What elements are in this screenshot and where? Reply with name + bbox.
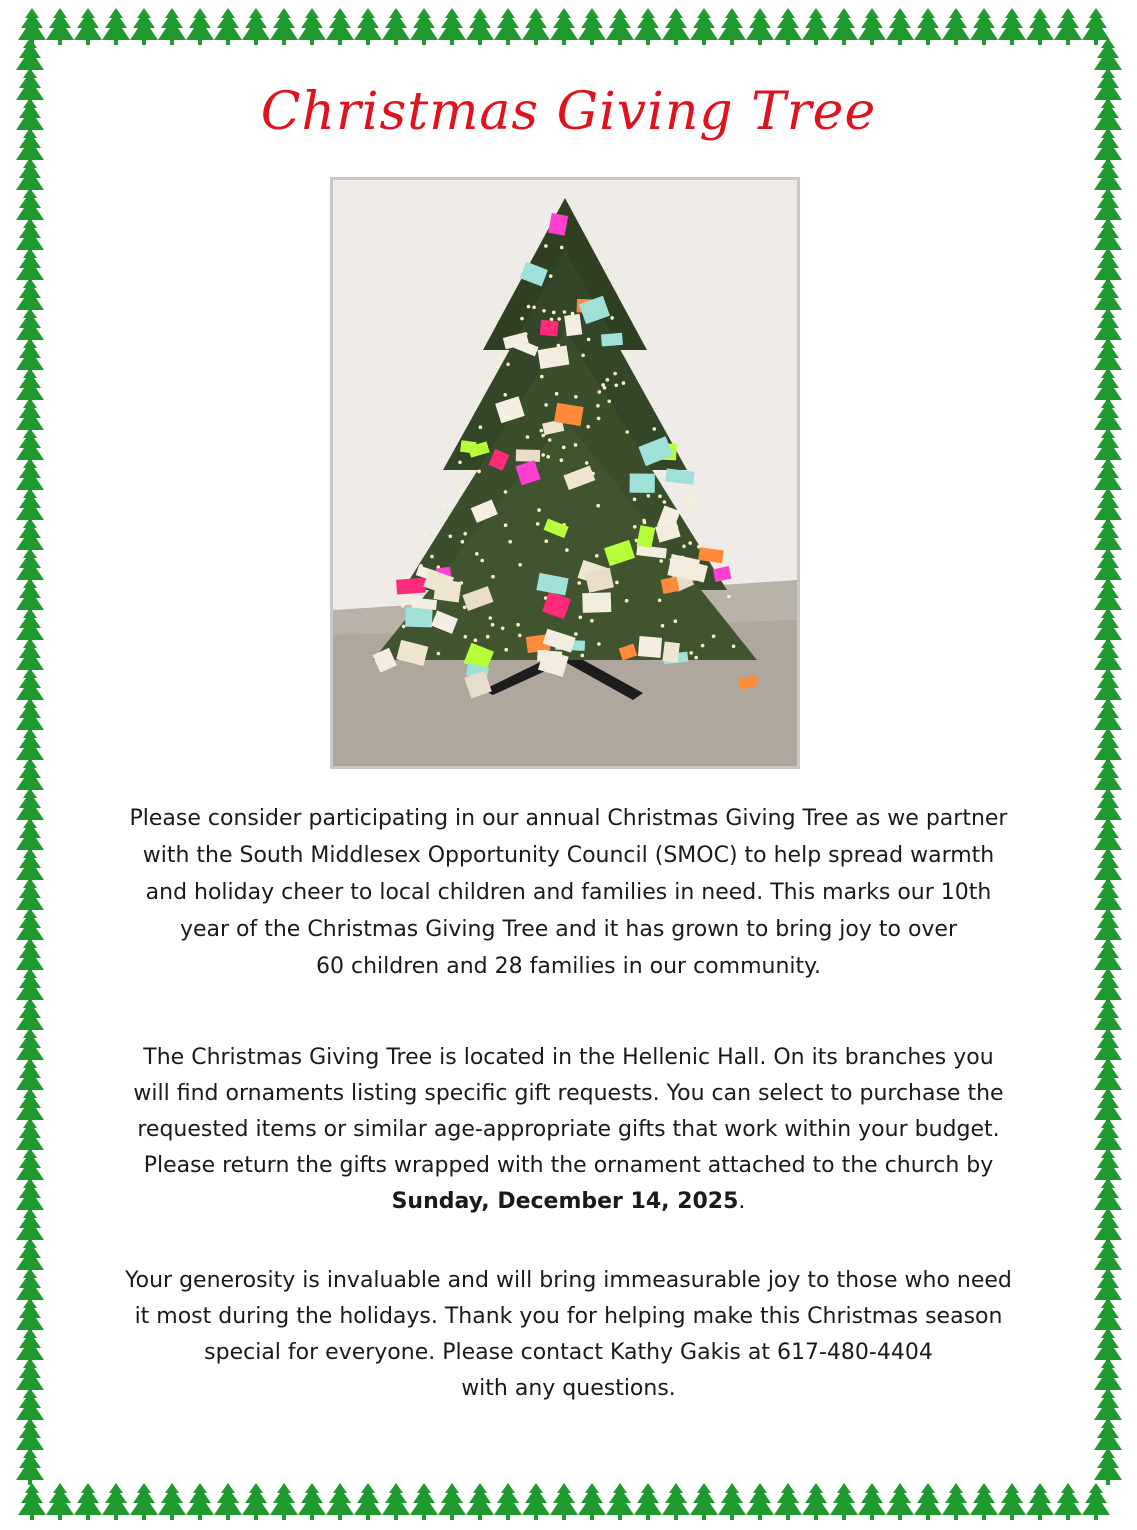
pine-tree-icon <box>1026 8 1054 45</box>
tree-light <box>489 616 493 620</box>
pine-tree-icon <box>970 8 998 45</box>
pine-tree-icon <box>74 8 102 45</box>
tree-border-right <box>1080 0 1137 1530</box>
pine-tree-icon <box>410 8 438 45</box>
tree-light <box>597 642 601 646</box>
tree-light <box>732 645 736 649</box>
gift-tag-ornament <box>516 449 540 461</box>
return-date-line <box>90 1184 1047 1220</box>
pine-tree-icon <box>606 8 634 45</box>
thanks-paragraph <box>90 1263 1047 1407</box>
gift-tag-ornament <box>540 320 559 337</box>
pine-tree-icon <box>746 8 774 45</box>
tree-light <box>463 606 467 610</box>
tree-light <box>562 446 566 450</box>
tree-light <box>504 490 508 494</box>
tree-light <box>423 533 427 537</box>
intro-line: and holiday cheer to local children and families in need. This marks our 10th <box>145 880 992 905</box>
pine-tree-icon <box>270 1483 298 1520</box>
pine-tree-icon <box>158 8 186 45</box>
tree-light <box>633 525 637 529</box>
pine-tree-icon <box>102 1483 130 1520</box>
tree-light <box>682 545 686 549</box>
tree-light <box>574 632 578 636</box>
pine-tree-icon <box>494 1483 522 1520</box>
pine-tree-icon <box>634 1483 662 1520</box>
tree-light <box>606 378 610 382</box>
pine-tree-icon <box>606 1483 634 1520</box>
tree-light <box>607 400 611 404</box>
tree-light <box>727 595 731 599</box>
tree-light <box>520 317 524 321</box>
tree-light <box>642 519 646 523</box>
pine-tree-icon <box>438 8 466 45</box>
tree-light <box>461 540 465 544</box>
pine-tree-icon <box>1054 1483 1082 1520</box>
tree-light <box>552 311 556 315</box>
tree-light <box>503 393 507 397</box>
pine-tree-icon <box>186 8 214 45</box>
tree-light <box>544 244 548 248</box>
tree-light <box>437 652 441 656</box>
tree-light <box>491 623 495 627</box>
pine-tree-icon <box>298 8 326 45</box>
tree-light <box>508 540 512 544</box>
tree-light <box>458 461 462 465</box>
pine-tree-icon <box>1054 8 1082 45</box>
tree-light <box>501 627 505 631</box>
gift-tag-ornament <box>630 473 655 492</box>
tree-light <box>615 384 619 388</box>
tree-light <box>487 379 491 383</box>
tree-light <box>596 404 600 408</box>
pine-tree-icon <box>578 8 606 45</box>
pine-tree-icon <box>998 8 1026 45</box>
tree-light <box>674 619 678 623</box>
pine-tree-icon <box>886 1483 914 1520</box>
pine-tree-icon <box>382 8 410 45</box>
pine-tree-icon <box>774 1483 802 1520</box>
tree-border-bottom <box>0 1475 1137 1530</box>
tree-light <box>663 500 667 504</box>
tree-light <box>537 508 541 512</box>
pine-tree-icon <box>214 8 242 45</box>
thanks-line: Your generosity is invaluable and will bring immeasurable joy to those who need <box>125 1268 1012 1293</box>
tree-light <box>464 635 468 639</box>
pine-tree-icon <box>858 8 886 45</box>
pine-tree-icon <box>634 8 662 45</box>
tree-light <box>491 575 495 579</box>
tree-light <box>506 363 510 367</box>
pine-tree-icon <box>130 8 158 45</box>
pine-tree-icon <box>16 1448 44 1485</box>
pine-tree-icon <box>1094 1448 1122 1485</box>
tree-light <box>449 535 453 539</box>
pine-tree-icon <box>858 1483 886 1520</box>
pine-tree-icon <box>886 8 914 45</box>
pine-tree-icon <box>158 1483 186 1520</box>
tree-light <box>701 644 705 648</box>
pine-tree-icon <box>102 8 130 45</box>
intro-line: Please consider participating in our annual Christmas Giving Tree as we partner <box>129 806 1008 831</box>
tree-light <box>540 375 544 379</box>
pine-tree-icon <box>998 1483 1026 1520</box>
intro-line: with the South Middlesex Opportunity Council (SMOC) to help spread warmth <box>142 843 995 868</box>
pine-tree-icon <box>494 8 522 45</box>
tree-light <box>613 372 617 376</box>
gift-tag-ornament <box>548 213 568 236</box>
pine-tree-icon <box>662 1483 690 1520</box>
tree-light <box>653 427 657 431</box>
thanks-line: special for everyone. Please contact Kathy Gakis at 617-480-4404 <box>204 1340 933 1365</box>
pine-tree-icon <box>550 1483 578 1520</box>
pine-tree-icon <box>718 8 746 45</box>
pine-tree-icon <box>438 1483 466 1520</box>
pine-tree-icon <box>214 1483 242 1520</box>
tree-light <box>581 354 585 358</box>
pine-tree-icon <box>242 1483 270 1520</box>
tree-light <box>430 555 434 559</box>
tree-light <box>625 599 629 603</box>
tree-light <box>574 395 578 399</box>
tree-light <box>560 246 564 250</box>
page-title: Christmas Giving Tree <box>260 82 877 142</box>
tree-light <box>658 495 662 499</box>
tree-light <box>689 651 693 655</box>
pine-tree-icon <box>354 1483 382 1520</box>
tree-light <box>610 316 614 320</box>
pine-tree-icon <box>242 8 270 45</box>
pine-tree-icon <box>466 8 494 45</box>
tree-light <box>712 635 716 639</box>
pine-tree-icon <box>382 1483 410 1520</box>
tree-light <box>402 625 406 629</box>
tree-light <box>595 554 599 558</box>
tree-light <box>688 541 692 545</box>
gift-tag-ornament <box>405 607 433 627</box>
pine-tree-icon <box>942 8 970 45</box>
gift-tag-ornament <box>638 636 662 658</box>
pine-tree-icon <box>550 8 578 45</box>
tree-light <box>504 648 508 652</box>
tree-light <box>579 616 583 620</box>
pine-tree-icon <box>522 1483 550 1520</box>
tree-light <box>496 366 500 370</box>
tree-light <box>597 417 601 421</box>
tree-light <box>633 498 637 502</box>
pine-tree-icon <box>1026 1483 1054 1520</box>
tree-light <box>661 624 665 628</box>
tree-light <box>555 392 559 396</box>
pine-tree-icon <box>354 8 382 45</box>
intro-line: year of the Christmas Giving Tree and it has grown to bring joy to over <box>179 917 958 942</box>
tree-light <box>658 599 662 603</box>
tree-light <box>532 306 536 310</box>
tree-light <box>560 458 564 462</box>
pine-tree-icon <box>690 1483 718 1520</box>
tree-light <box>541 453 545 457</box>
pine-tree-icon <box>970 1483 998 1520</box>
tree-light <box>581 654 585 658</box>
tree-light <box>479 425 483 429</box>
gift-tag-ornament <box>537 650 562 663</box>
pine-tree-icon <box>690 8 718 45</box>
thanks-line: with any questions. <box>461 1376 676 1401</box>
gift-tag-ornament <box>460 440 477 453</box>
pine-tree-icon <box>746 1483 774 1520</box>
pine-tree-icon <box>942 1483 970 1520</box>
pine-tree-icon <box>830 8 858 45</box>
tree-light <box>474 638 478 642</box>
tree-light <box>587 338 591 342</box>
tree-light <box>577 581 581 585</box>
tree-border-left <box>0 0 62 1530</box>
tree-light <box>549 274 553 278</box>
tree-light <box>625 430 629 434</box>
tree-light <box>546 455 550 459</box>
tree-light <box>504 523 508 527</box>
tree-light <box>480 559 484 563</box>
tree-light <box>518 634 522 638</box>
tree-light <box>601 383 605 387</box>
location-line: The Christmas Giving Tree is located in the Hellenic Hall. On its branches you <box>143 1045 994 1070</box>
tree-light <box>544 403 548 407</box>
tree-light <box>499 356 503 360</box>
thanks-line: it most during the holidays. Thank you for helping make this Christmas season <box>134 1304 1003 1329</box>
tree-light <box>516 623 520 627</box>
tree-light <box>460 489 464 493</box>
pine-tree-icon <box>802 8 830 45</box>
tree-light <box>615 581 619 585</box>
pine-tree-icon <box>326 1483 354 1520</box>
tree-light <box>659 559 663 563</box>
tree-light <box>536 522 540 526</box>
tree-light <box>574 443 578 447</box>
tree-light <box>475 552 479 556</box>
tree-light <box>563 310 567 314</box>
gift-tag-ornament <box>582 592 611 612</box>
tree-light <box>548 438 552 442</box>
pine-tree-icon <box>522 8 550 45</box>
tree-light <box>585 461 589 465</box>
pine-tree-icon <box>74 1483 102 1520</box>
pine-tree-icon <box>718 1483 746 1520</box>
giving-tree-photo <box>330 177 800 769</box>
pine-tree-icon <box>774 8 802 45</box>
return-date: Sunday, December 14, 2025 <box>391 1189 739 1214</box>
pine-tree-icon <box>410 1483 438 1520</box>
pine-tree-icon <box>578 1483 606 1520</box>
tree-light <box>590 619 594 623</box>
tree-light <box>541 434 545 438</box>
tree-light <box>596 504 600 508</box>
tree-light <box>694 656 698 660</box>
tree-light <box>622 381 626 385</box>
pine-tree-icon <box>270 8 298 45</box>
tree-light <box>542 309 546 313</box>
tree-light <box>477 470 481 474</box>
tree-light <box>518 563 522 567</box>
gift-tag-ornament <box>601 333 623 347</box>
pine-tree-icon <box>914 8 942 45</box>
pine-tree-icon <box>298 1483 326 1520</box>
gift-tag-ornament <box>662 641 680 662</box>
pine-tree-icon <box>326 8 354 45</box>
pine-tree-icon <box>802 1483 830 1520</box>
location-line: will find ornaments listing specific gift requests. You can select to purchase the <box>133 1081 1004 1106</box>
pine-tree-icon <box>466 1483 494 1520</box>
tree-light <box>565 548 569 552</box>
pine-tree-icon <box>914 1483 942 1520</box>
location-line: Please return the gifts wrapped with the ornament attached to the church by <box>143 1153 994 1178</box>
tree-light <box>598 390 602 394</box>
return-date-suffix: . <box>738 1189 746 1214</box>
pine-tree-icon <box>186 1483 214 1520</box>
location-line: requested items or similar age-appropriate gifts that work within your budget. <box>137 1117 1000 1142</box>
tree-light <box>586 425 590 429</box>
tree-light <box>401 604 405 608</box>
tree-light <box>540 429 544 433</box>
location-paragraph <box>90 1040 1047 1220</box>
tree-light <box>545 539 549 543</box>
intro-line: 60 children and 28 families in our community. <box>315 954 821 979</box>
gift-tag-ornament <box>564 314 582 336</box>
tree-light <box>557 317 561 321</box>
tree-light <box>486 635 490 639</box>
pine-tree-icon <box>130 1483 158 1520</box>
intro-paragraph <box>90 800 1047 985</box>
tree-light <box>527 305 531 309</box>
pine-tree-icon <box>830 1483 858 1520</box>
tree-light <box>526 435 530 439</box>
gift-tag-ornament <box>396 578 426 595</box>
tree-light <box>463 532 467 536</box>
tree-light <box>647 494 651 498</box>
pine-tree-icon <box>662 8 690 45</box>
tree-light <box>442 502 446 506</box>
tree-border-top <box>0 0 1137 60</box>
